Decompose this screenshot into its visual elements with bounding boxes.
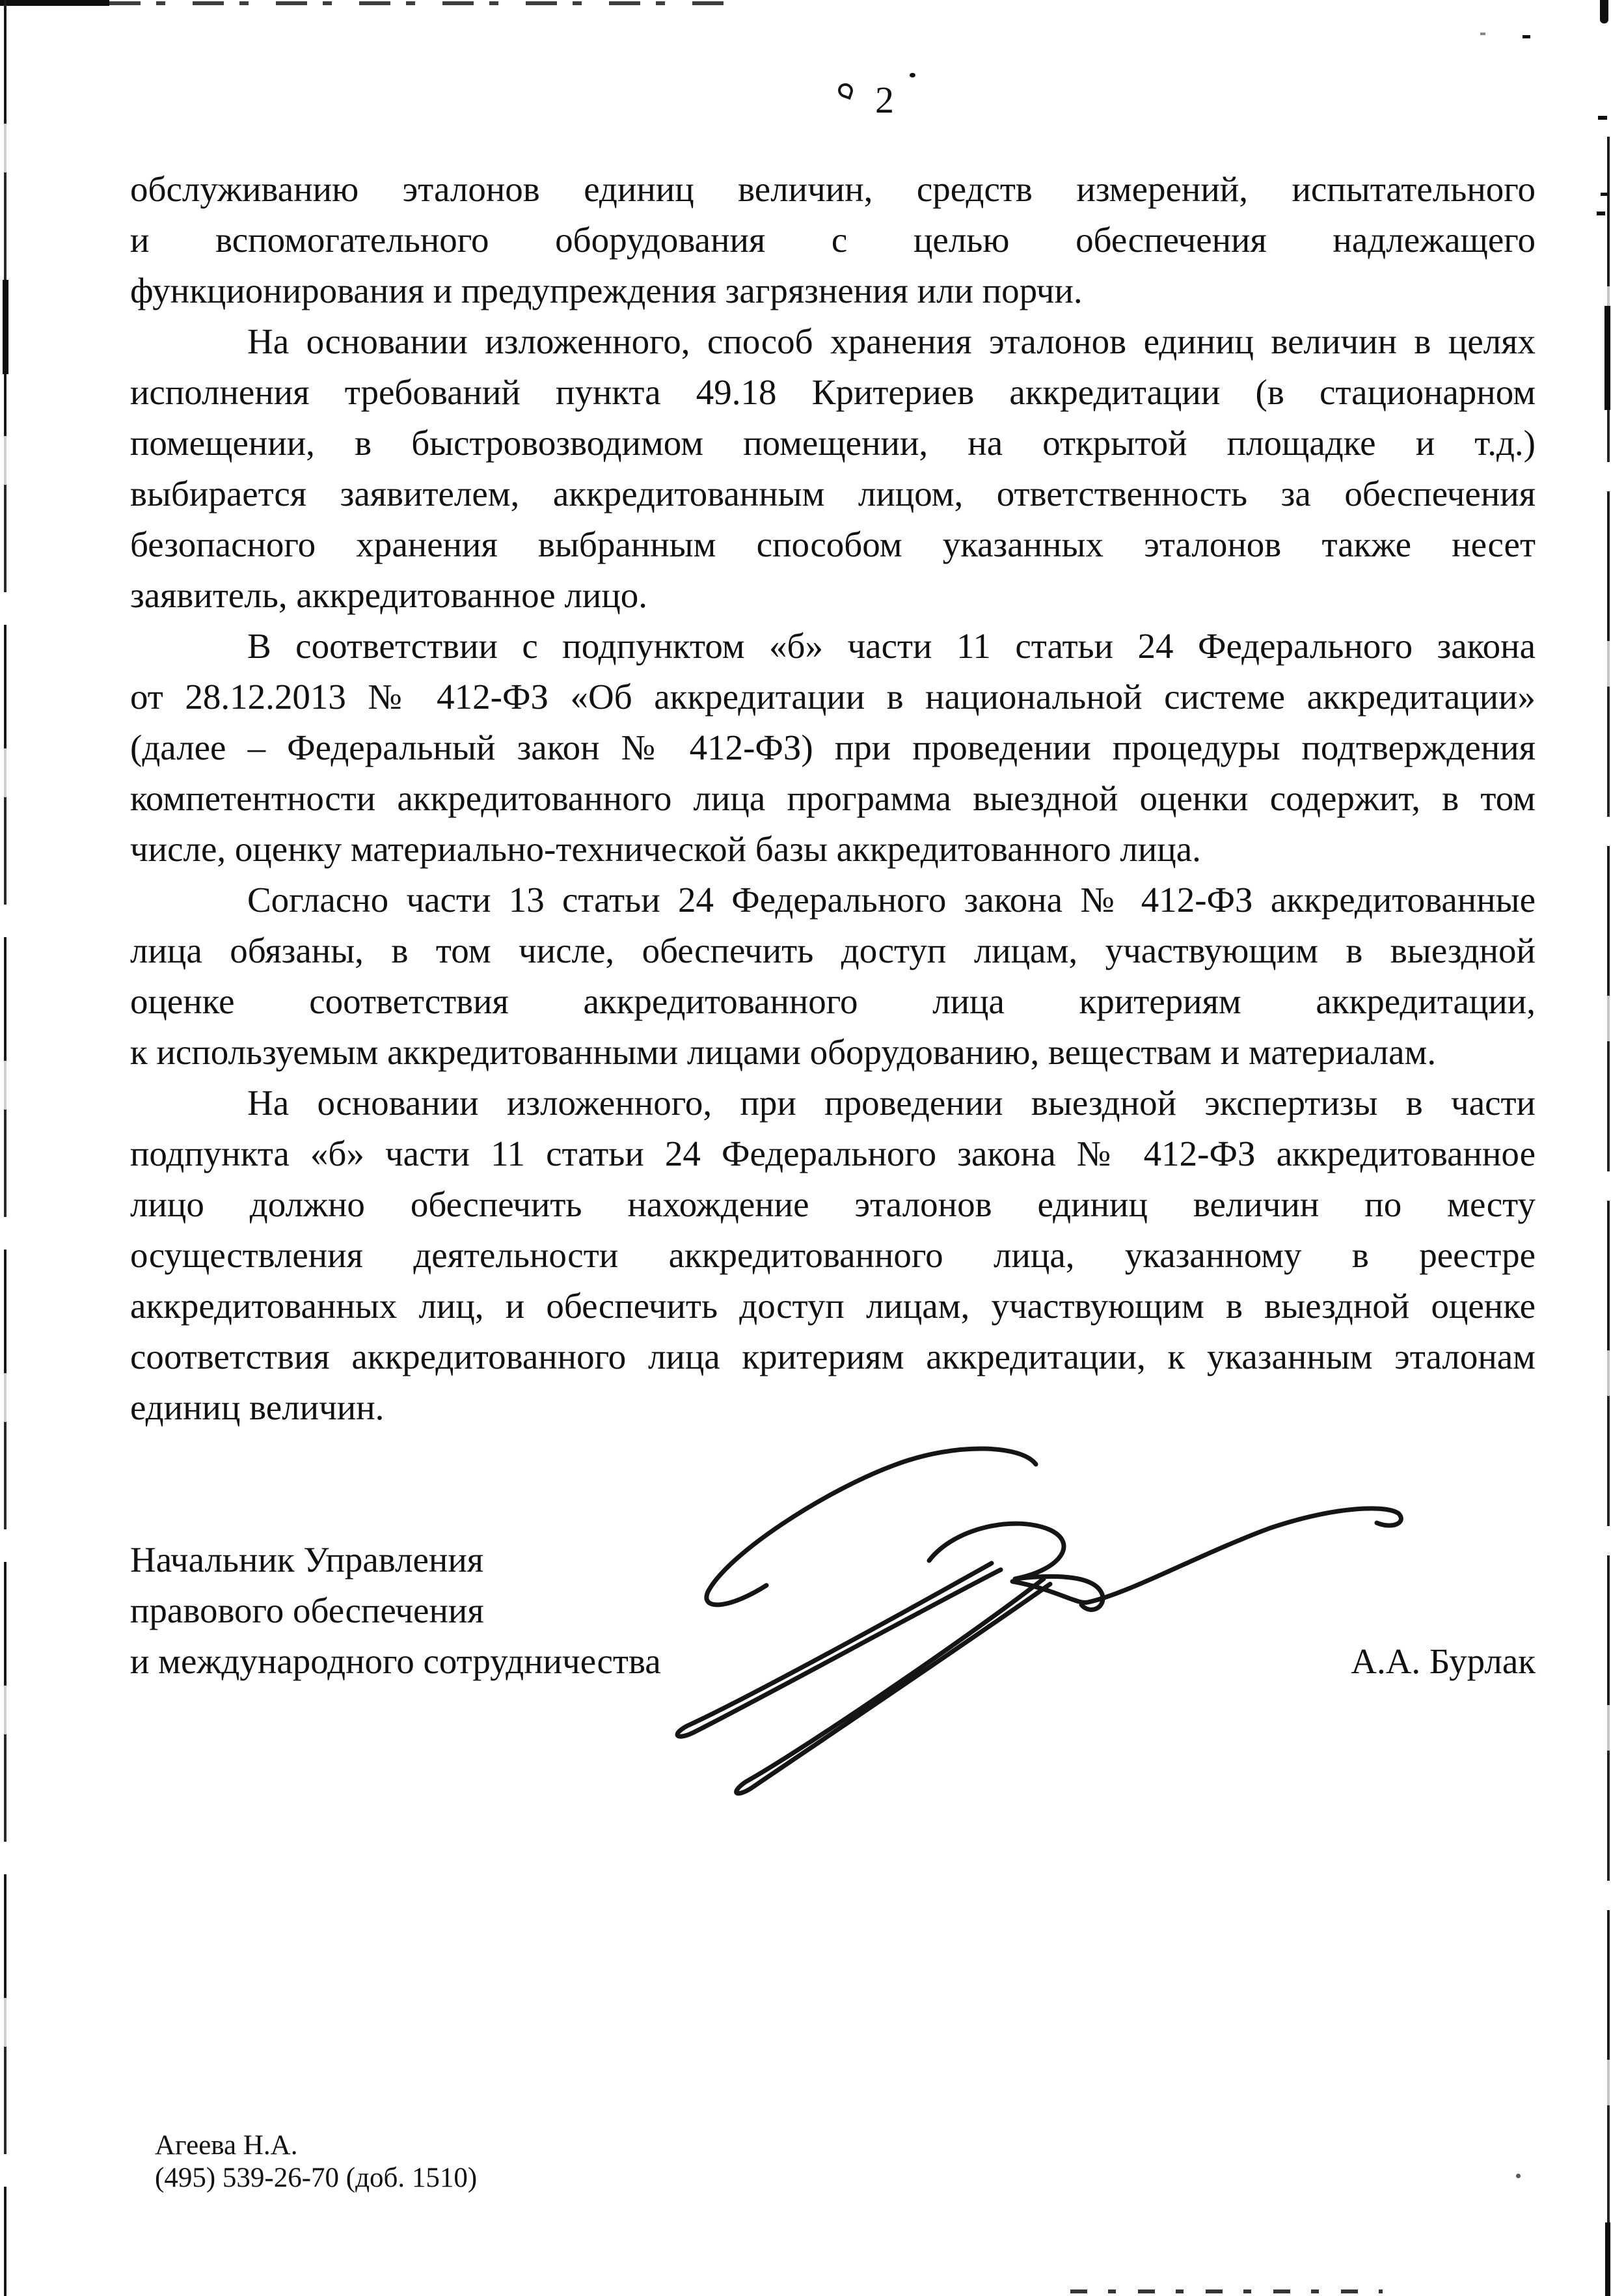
- scan-artifact-speck: [1516, 2174, 1521, 2178]
- text-line: (далее – Федеральный закон № 412-ФЗ) при проведении процедуры подтверждения: [130, 728, 1536, 767]
- paragraph: [130, 875, 1536, 1078]
- scan-artifact-left-edge-blob: [3, 280, 8, 374]
- text-line: и международного сотрудничества: [130, 1641, 661, 1681]
- text-line: соответствия аккредитованного лица критериям аккредитации, к указанным эталонам: [130, 1337, 1536, 1376]
- scan-artifact-tick: [1597, 212, 1605, 215]
- text-line: правового обеспечения: [130, 1591, 484, 1630]
- executor-name: Агеева Н.А.: [155, 2130, 298, 2161]
- text-line: Начальник Управления: [130, 1540, 484, 1579]
- scan-artifact-top-dashes: [109, 1, 727, 5]
- text-line: заявитель, аккредитованное лицо.: [130, 575, 648, 615]
- text-line: функционирования и предупреждения загрязнения или порчи.: [130, 271, 1083, 310]
- scan-artifact-right-edge-blob: [1605, 2222, 1610, 2296]
- signer-name: А.А. Бурлак: [1351, 1641, 1536, 1681]
- text-line: единиц величин.: [130, 1387, 385, 1427]
- scan-artifact-right-edge-line: [1607, 137, 1610, 2296]
- text-line: оценке соответствия аккредитованного лица критериям аккредитации,: [130, 981, 1536, 1021]
- scan-artifact-speck: [910, 73, 915, 77]
- text-line: Согласно части 13 статьи 24 Федерального закона № 412-ФЗ аккредитованные: [247, 880, 1536, 920]
- text-line: от 28.12.2013 № 412-ФЗ «Об аккредитации в национальной системе аккредитации»: [130, 677, 1536, 717]
- paragraph: [130, 1078, 1536, 1433]
- scan-artifact-bottom-dashes: [1070, 2289, 1383, 2293]
- text-line: к используемым аккредитованными лицами оборудованию, веществам и материалам.: [130, 1032, 1437, 1072]
- handwritten-signature: [651, 1425, 1431, 1803]
- text-line: В соответствии с подпунктом «б» части 11 статьи 24 Федерального закона: [247, 626, 1536, 666]
- text-line: лица обязаны, в том числе, обеспечить доступ лицам, участвующим в выездной: [130, 931, 1536, 970]
- signature-stroke: [929, 1524, 1103, 1609]
- executor-phone: (495) 539-26-70 (доб. 1510): [155, 2163, 478, 2193]
- text-line: осуществления деятельности аккредитованного лица, указанному в реестре: [130, 1235, 1536, 1275]
- text-line: помещении, в быстровозводимом помещении, на открытой площадке и т.д.): [130, 423, 1536, 463]
- text-line: подпункта «б» части 11 статьи 24 Федерального закона № 412-ФЗ аккредитованное: [130, 1134, 1536, 1173]
- footer-contact-block: [155, 2129, 477, 2194]
- text-line: обслуживанию эталонов единиц величин, средств измерений, испытательного: [130, 169, 1536, 209]
- text-line: аккредитованных лиц, и обеспечить доступ лицам, участвующим в выездной оценке: [130, 1286, 1536, 1326]
- page-number: 2: [875, 79, 894, 121]
- scan-artifact-top-bar: [0, 0, 109, 6]
- text-line: компетентности аккредитованного лица программа выездной оценки содержит, в том: [130, 778, 1536, 818]
- text-line: и вспомогательного оборудования с целью обеспечения надлежащего: [130, 220, 1536, 260]
- signature-stroke: [1012, 1509, 1401, 1603]
- paragraph: [130, 621, 1536, 875]
- text-line: числе, оценку материально-технической базы аккредитованного лица.: [130, 829, 1201, 869]
- scan-artifact-tick: [1601, 193, 1608, 196]
- text-line: исполнения требований пункта 49.18 Критериев аккредитации (в стационарном: [130, 372, 1536, 412]
- scan-artifact-tick: [1598, 116, 1607, 120]
- paragraph: [130, 164, 1536, 316]
- scan-artifact-tick: [1523, 35, 1530, 38]
- text-line: лицо должно обеспечить нахождение эталонов единиц величин по месту: [130, 1184, 1536, 1224]
- text-line: безопасного хранения выбранным способом указанных эталонов также несет: [130, 525, 1536, 564]
- scan-artifact-tick: [1480, 33, 1485, 35]
- paragraph: [130, 316, 1536, 621]
- document-body: [130, 164, 1536, 1433]
- text-line: На основании изложенного, способ хранения эталонов единиц величин в целях: [247, 321, 1536, 361]
- scan-artifact-right-edge-blob: [1604, 306, 1610, 410]
- text-line: На основании изложенного, при проведении выездной экспертизы в части: [247, 1083, 1536, 1123]
- scan-artifact-top-right-blob: [1600, 0, 1608, 23]
- text-line: выбирается заявителем, аккредитованным лицом, ответственность за обеспечения: [130, 474, 1536, 513]
- scan-artifact-speck: [836, 81, 855, 100]
